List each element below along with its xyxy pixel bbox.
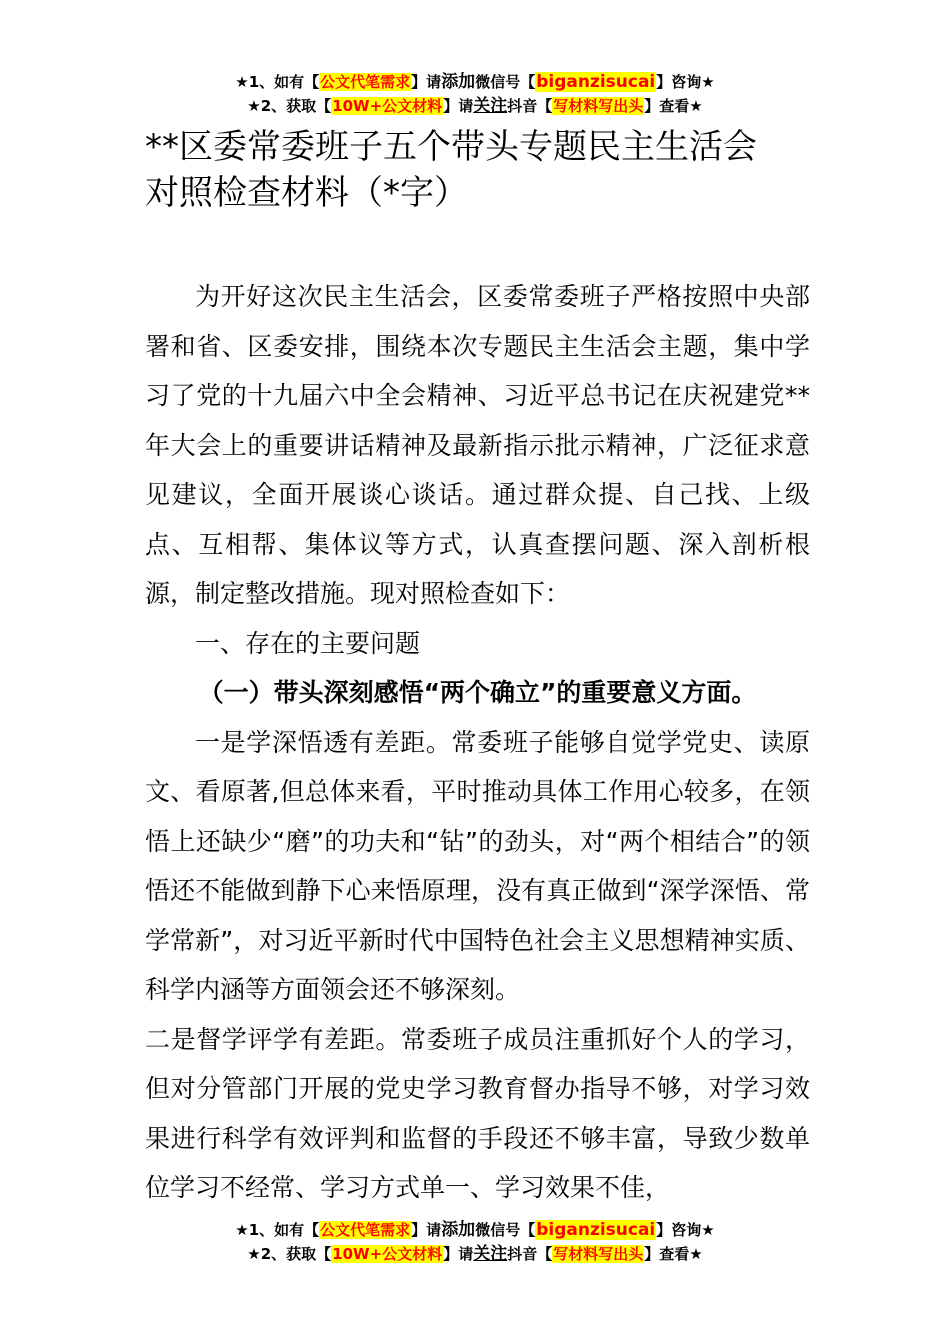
banner-text: 微信号【 xyxy=(475,1221,536,1239)
banner-text: 】查看★ xyxy=(644,1245,703,1263)
section-heading: 一、存在的主要问题 xyxy=(195,628,421,658)
banner-text: ★2、获取【 xyxy=(247,1245,332,1263)
banner-line-2 xyxy=(0,94,950,118)
banner-text: 微信号【 xyxy=(475,73,536,91)
document-body xyxy=(145,272,810,1213)
title-line-2: 对照检查材料（*字） xyxy=(145,173,468,213)
subsection-heading: （一）带头深刻感悟“两个确立”的重要意义方面。 xyxy=(198,678,757,707)
header-banner xyxy=(0,70,950,118)
banner-line-1 xyxy=(0,1218,950,1242)
banner-highlight: biganzisucai xyxy=(536,72,656,92)
banner-text: 抖音【 xyxy=(507,1245,553,1263)
banner-text: ★2、获取【 xyxy=(247,97,332,115)
title-line-1: **区委常委班子五个带头专题民主生活会 xyxy=(145,127,757,167)
banner-line-2 xyxy=(0,1242,950,1266)
banner-text: 】请 xyxy=(443,1245,474,1263)
banner-highlight: 10W+公文材料 xyxy=(332,97,443,115)
banner-highlight: 公文代笔需求 xyxy=(320,73,411,91)
banner-text: ★1、如有【 xyxy=(235,73,320,91)
banner-line-1 xyxy=(0,70,950,94)
document-title xyxy=(145,124,825,216)
banner-emphasis: 关注 xyxy=(473,1244,508,1264)
banner-highlight: 写材料写出头 xyxy=(553,1245,644,1263)
banner-text: ★1、如有【 xyxy=(235,1221,320,1239)
banner-text: 】请 xyxy=(443,97,474,115)
body-paragraph: 一是学深悟透有差距。常委班子能够自觉学党史、读原文、看原著,但总体来看，平时推动具体工作用心较多，在领悟上还缺少“磨”的功夫和“钻”的劲头，对“两个相结合”的领悟还不能做到静下心来悟原理，没有真正做到“深学深悟、常学常新”，对习近平新时代中国特色社会主义思想精神实质、科学内涵等方面领会还不够深刻。 xyxy=(145,727,810,1004)
banner-text: 】请 xyxy=(411,1221,442,1239)
intro-paragraph: 为开好这次民主生活会，区委常委班子严格按照中央部署和省、区委安排，围绕本次专题民主生活会主题，集中学习了党的十九届六中全会精神、习近平总书记在庆祝建党**年大会上的重要讲话精神及最新指示批示精神，广泛征求意见建议，全面开展谈心谈话。通过群众提、自己找、上级点、互相帮、集体议等方式，认真查摆问题、深入剖析根源，制定整改措施。现对照检查如下： xyxy=(145,282,810,608)
banner-highlight: biganzisucai xyxy=(536,1220,656,1240)
banner-highlight: 10W+公文材料 xyxy=(332,1245,443,1263)
banner-highlight: 公文代笔需求 xyxy=(320,1221,411,1239)
body-paragraph: 二是督学评学有差距。常委班子成员注重抓好个人的学习，但对分管部门开展的党史学习教育督办指导不够，对学习效果进行科学有效评判和监督的手段还不够丰富，导致少数单位学习不经常、学习方式单一、学习效果不佳， xyxy=(145,1024,810,1202)
banner-emphasis: 关注 xyxy=(473,96,508,116)
banner-text: 】咨询★ xyxy=(656,1221,715,1239)
banner-highlight: 写材料写出头 xyxy=(553,97,644,115)
banner-emphasis: 添加 xyxy=(441,72,476,92)
banner-text: 】请 xyxy=(411,73,442,91)
footer-banner xyxy=(0,1218,950,1266)
banner-text: 】咨询★ xyxy=(656,73,715,91)
banner-text: 】查看★ xyxy=(644,97,703,115)
banner-emphasis: 添加 xyxy=(441,1220,476,1240)
banner-text: 抖音【 xyxy=(507,97,553,115)
